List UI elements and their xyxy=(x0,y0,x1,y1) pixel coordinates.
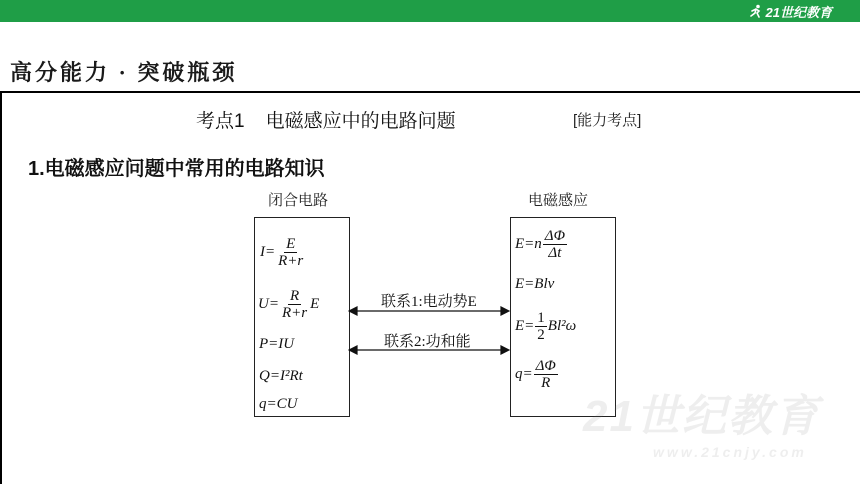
link-label-emf: 联系1:电动势E xyxy=(381,294,477,310)
topic-title: 考点1 电磁感应中的电路问题 xyxy=(196,111,456,132)
left-box-title: 闭合电路 xyxy=(268,193,329,209)
formula-power: P=IU xyxy=(259,336,295,352)
heading-divider xyxy=(0,91,860,93)
link-label-energy: 联系2:功和能 xyxy=(384,334,471,350)
right-box-title: 电磁感应 xyxy=(528,193,589,209)
brand-logo xyxy=(749,2,832,20)
formula-voltage: U= $\frac{R}{R+r}$ E xyxy=(258,288,320,321)
left-border-line xyxy=(0,93,2,484)
formula-induced-charge: q= $\frac{\Delta\Phi}{R}$ xyxy=(515,358,556,391)
runner-icon xyxy=(749,4,763,18)
formula-current: I= $\frac{E}{R+r}$ xyxy=(260,236,304,269)
watermark xyxy=(583,380,820,460)
formula-heat: Q=I²Rt xyxy=(259,368,303,384)
formula-rotating-emf: E= $\frac{1}{2}$ Bl²ω xyxy=(515,310,577,343)
link-arrows xyxy=(348,300,510,356)
subheading: 1.电磁感应问题中常用的电路知识 xyxy=(28,158,325,180)
formula-charge-capacitor: q=CU xyxy=(259,396,298,412)
double-arrow-icon xyxy=(349,307,509,354)
watermark-sub: www.21cnjy.com xyxy=(653,444,807,460)
brand-logo-text: 21世纪教育 xyxy=(765,4,832,20)
formula-faraday-emf: E=n $\frac{\Delta\Phi}{\Delta t}$ xyxy=(515,228,566,261)
topic-tag: [能力考点] xyxy=(573,112,642,129)
section-heading: 高分能力 · 突破瓶颈 xyxy=(10,60,238,85)
top-banner xyxy=(0,0,860,22)
watermark-main: 21世纪教育 xyxy=(583,392,820,441)
formula-motional-emf: E=Blv xyxy=(515,276,555,292)
